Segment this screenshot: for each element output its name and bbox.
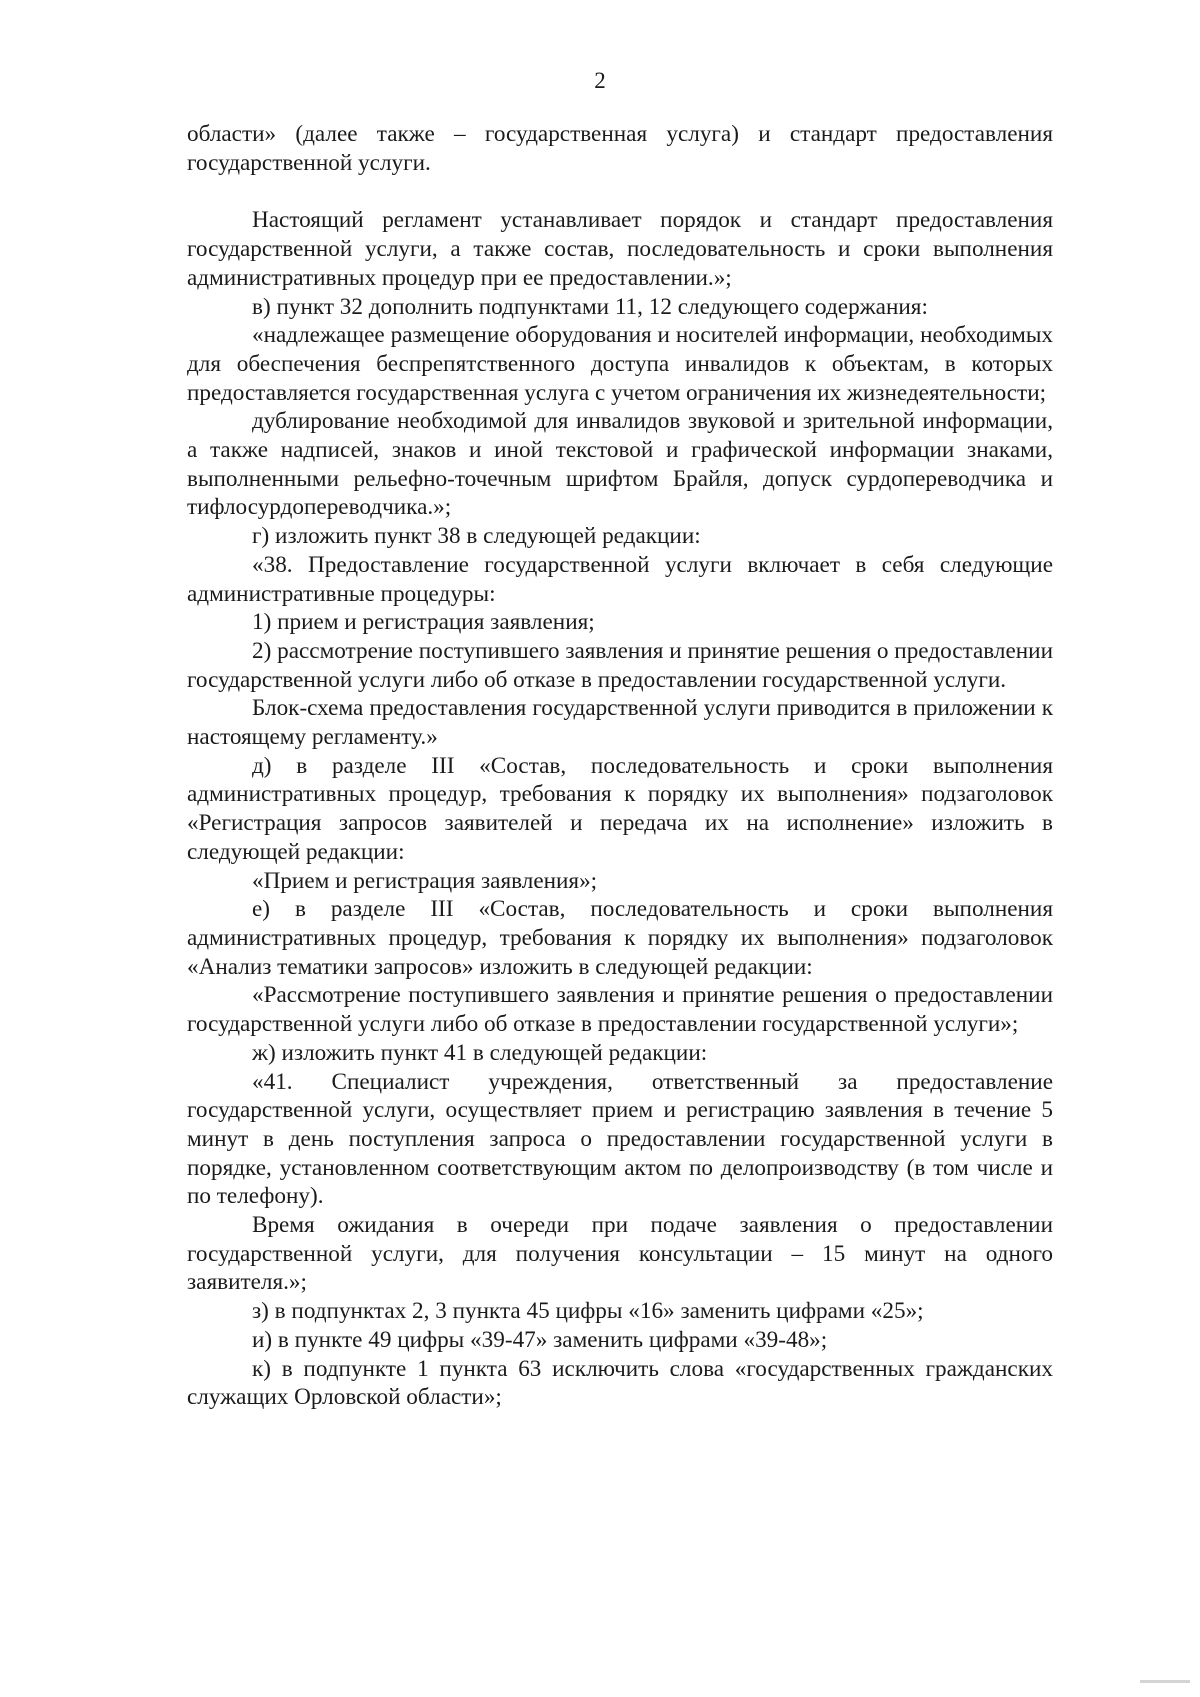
paragraph-subitem-12: дублирование необходимой для инвалидов звуковой и зрительной информации, а также надписей, знаков и иной текстовой и графической информации знаками, выполненными рельефно-точечным шрифтом Брайля, допуск сурдопереводчика и тифлосурдопереводчика.»; — [187, 408, 1053, 521]
paragraph-procedure-1: 1) прием и регистрация заявления; — [252, 609, 595, 636]
paragraph-item-k: к) в подпункте 1 пункта 63 исключить слова «государственных гражданских служащих Орловской области»; — [187, 1355, 1053, 1411]
paragraph-subitem-11: «надлежащее размещение оборудования и носителей информации, необходимых для обеспечения беспрепятственного доступа инвалидов к объектам, в которых предоставляется государственная услуга с учетом ограничения их жизнедеятельности; — [187, 322, 1053, 406]
paragraph-continuation: области» (далее также – государственная услуга) и стандарт предоставления государственной услуги. — [187, 121, 1053, 176]
paragraph-item-z: з) в подпунктах 2, 3 пункта 45 цифры «16» заменить цифрами «25»; — [252, 1298, 924, 1325]
paragraph-item-g: г) изложить пункт 38 в следующей редакции: — [252, 523, 701, 550]
paragraph-item-zh: ж) изложить пункт 41 в следующей редакции: — [252, 1039, 708, 1066]
paragraph-item-d: д) в разделе III «Состав, последовательность и сроки выполнения административных процедур, требования к порядку их выполнения» подзаголовок «Регистрация запросов заявителей и передача их на исполнение» изложить в следующей редакции: — [187, 752, 1053, 865]
paragraph-item-v: в) пункт 32 дополнить подпунктами 11, 12 следующего содержания: — [252, 293, 928, 320]
scan-artifact — [1140, 1680, 1190, 1683]
paragraph-point-38: «38. Предоставление государственной услуги включает в себя следующие административные процедуры: — [187, 551, 1053, 607]
paragraph-regulation-scope: Настоящий регламент устанавливает порядок и стандарт предоставления государственной услуги, а также состав, последовательность и сроки выполнения административных процедур при ее предоставлении.»; — [187, 207, 1053, 291]
paragraph-heading-reception: «Прием и регистрация заявления»; — [252, 867, 598, 894]
paragraph-heading-review: «Рассмотрение поступившего заявления и принятие решения о предоставлении государственной услуги либо об отказе в предоставлении государственной услуги»; — [187, 982, 1053, 1038]
paragraph-block-scheme: Блок-схема предоставления государственной услуги приводится в приложении к настоящему регламенту.» — [187, 695, 1053, 751]
paragraph-procedure-2: 2) рассмотрение поступившего заявления и принятие решения о предоставлении государственной услуги либо об отказе в предоставлении государственной услуги. — [187, 637, 1053, 693]
paragraph-item-i: и) в пункте 49 цифры «39-47» заменить цифрами «39-48»; — [252, 1326, 828, 1353]
page-number: 2 — [594, 68, 606, 93]
paragraph-point-41: «41. Специалист учреждения, ответственный за предоставление государственной услуги, осуществляет прием и регистрацию заявления в течение 5 минут в день поступления запроса о предоставлении государственной услуги в порядке, установленном соответствующим актом по делопроизводству (в том числе и по телефону). — [187, 1068, 1053, 1210]
paragraph-item-e: е) в разделе III «Состав, последовательность и сроки выполнения административных процедур, требования к порядку их выполнения» подзаголовок «Анализ тематики запросов» изложить в следующей редакции: — [187, 896, 1053, 980]
document-body — [187, 120, 1053, 1412]
paragraph-waiting-time: Время ожидания в очереди при подаче заявления о предоставлении государственной услуги, для получения консультации – 15 минут на одного заявителя.»; — [187, 1212, 1053, 1296]
